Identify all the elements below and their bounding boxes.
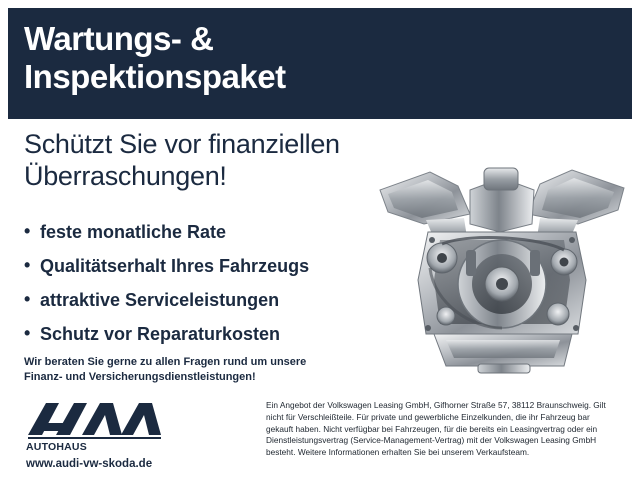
legal-disclaimer: Ein Angebot der Volkswagen Leasing GmbH, Gifhorner Straße 57, 38112 Braunschweig. Gilt nicht für Verschleißteile. Für private und gewerbliche Einzelkunden, die ihr Fahrzeug bar gekauft haben. Nicht verfügbar bei Fahrzeugen, für die bereits ein Leasingvertrag oder ein Dienstleistungsvertrag (Service-Management-Vertrag) mit der Volkswagen Leasing GmbH besteht. Weitere Informationen erhalten Sie bei unserem Verkaufsteam. [266,400,606,458]
list-item: • Qualitätserhalt Ihres Fahrzeugs [24,257,424,275]
v8-engine-photo [372,128,632,383]
headline-line-2: Inspektionspaket [24,58,286,96]
advisory-note [24,355,324,385]
headline-band [8,8,632,119]
list-item: • Schutz vor Reparaturkosten [24,325,424,343]
subheadline-line-2: Überraschungen! [24,161,227,192]
ad-panel [8,8,632,472]
benefits-list [24,223,424,359]
list-item: • feste monatliche Rate [24,223,424,241]
advisory-line-2: Finanz- und Versicherungsdienstleistungen! [24,370,256,383]
dealer-logo-block [26,401,216,470]
list-item: • attraktive Serviceleistungen [24,291,424,309]
logo-subtitle: AUTOHAUS [26,441,87,453]
subheadline-line-1: Schützt Sie vor finanziellen [24,129,340,159]
advisory-line-1: Wir beraten Sie gerne zu allen Fragen rund um unsere [24,356,307,368]
headline [24,20,584,97]
headline-line-1: Wartungs- & [24,20,214,57]
dealer-website-url[interactable]: www.audi-vw-skoda.de [26,458,153,470]
afa-logo-icon [26,401,186,441]
